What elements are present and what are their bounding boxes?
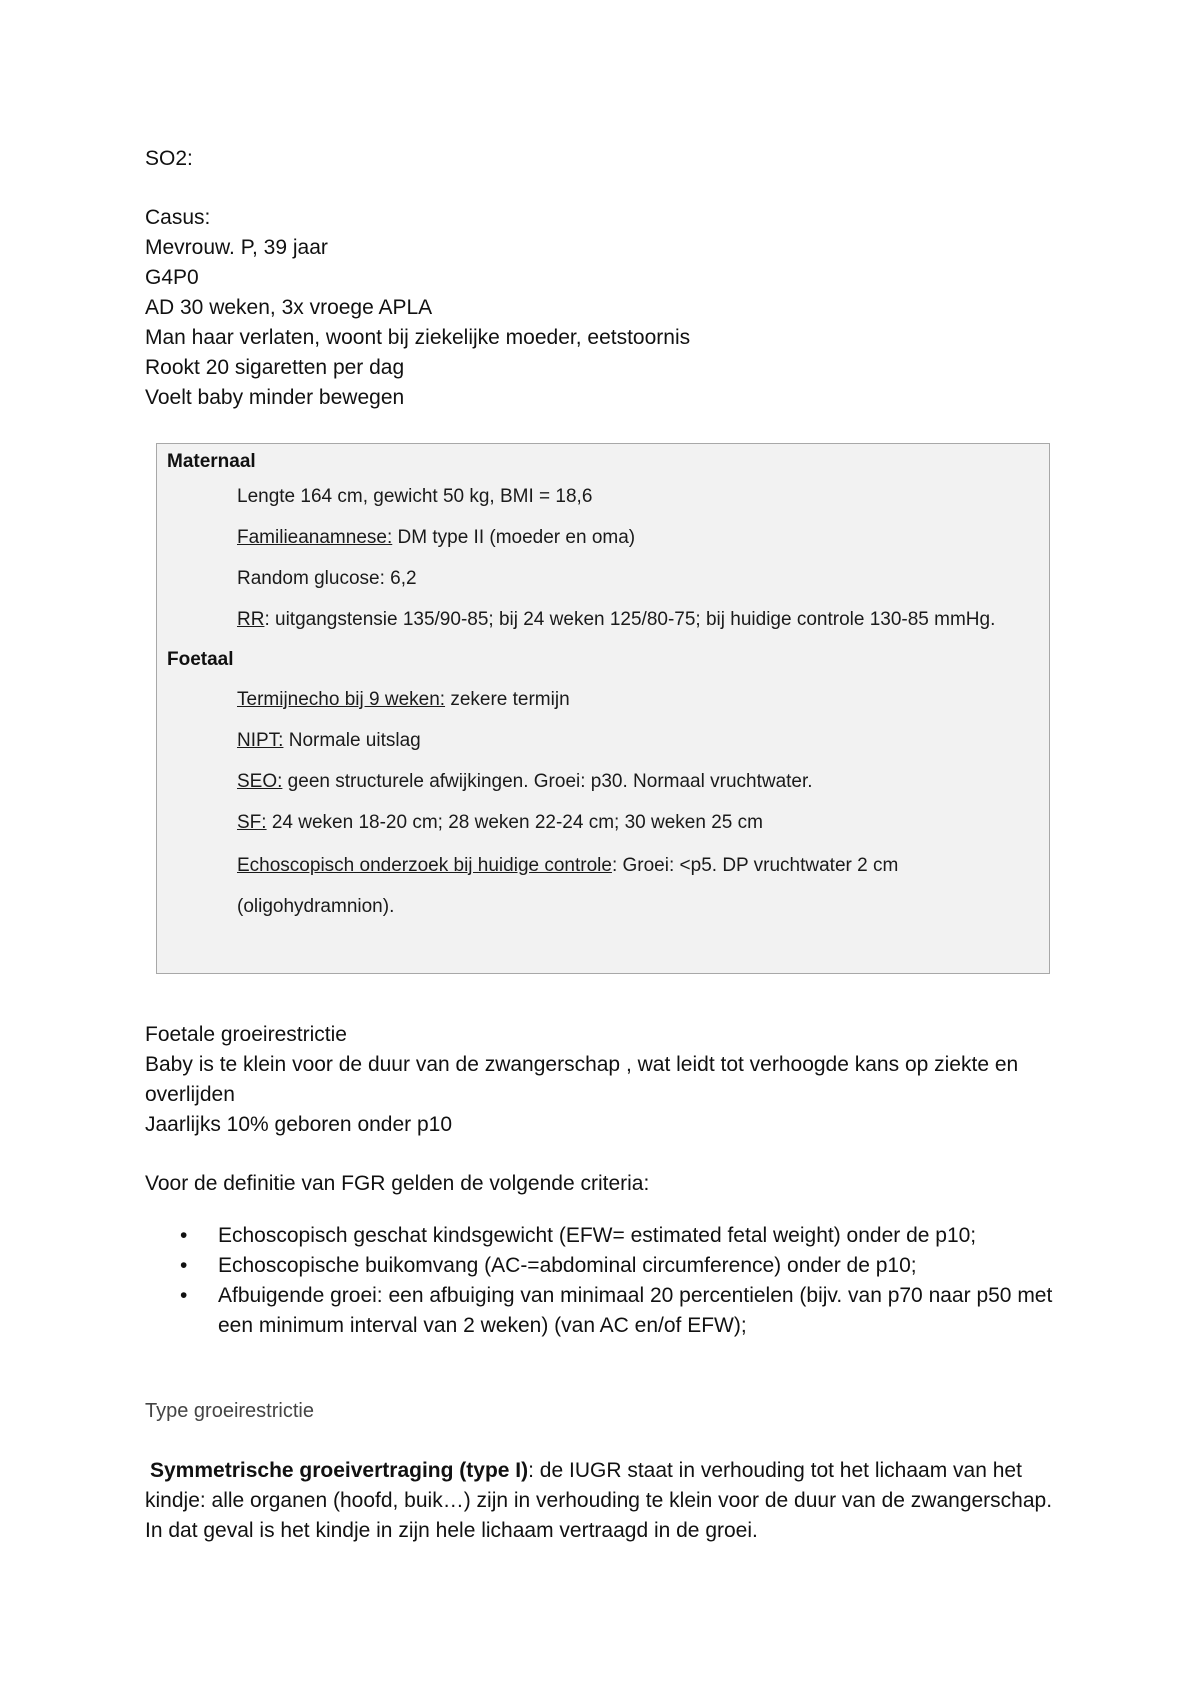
foetaal-item [237,687,570,713]
foetaal-item [237,853,898,879]
fgr-title: Foetale groeirestrictie [145,1023,347,1046]
foetaal-item-label: Termijnecho bij 9 weken: [237,689,446,710]
case-line-social: Man haar verlaten, woont bij ziekelijke moeder, eetstoornis [145,326,691,349]
maternaal-heading: Maternaal [167,451,256,472]
criteria-text: Echoscopisch geschat kindsgewicht (EFW= estimated fetal weight) onder de p10; [218,1224,977,1247]
list-item [145,1281,1075,1341]
foetaal-item [237,728,421,754]
maternaal-item [237,566,417,592]
case-line-ad: AD 30 weken, 3x vroege APLA [145,296,433,319]
casus-label: Casus: [145,206,211,229]
bullet-icon: • [180,1224,188,1247]
bullet-icon: • [180,1284,188,1307]
maternaal-item [237,525,635,551]
symmetric-label: Symmetrische groeivertraging (type I) [150,1459,529,1482]
maternaal-item-label: Familieanamnese: [237,527,393,548]
symmetric-paragraph [145,1456,1070,1546]
criteria-intro: Voor de definitie van FGR gelden de volgende criteria: [145,1172,650,1195]
foetaal-item-text: : Groei: <p5. DP vruchtwater 2 cm [611,855,899,876]
case-line-patient: Mevrouw. P, 39 jaar [145,236,328,259]
criteria-text: Afbuigende groei: een afbuiging van minimaal 20 percentielen (bijv. van p70 naar p50 met een minimum interval van 2 weken) (van AC en/of EFW); [218,1284,1053,1337]
maternaal-item [237,607,995,633]
foetaal-heading: Foetaal [167,649,234,670]
bullet-icon: • [180,1254,188,1277]
foetaal-item-text: zekere termijn [445,689,570,710]
foetaal-item-text: 24 weken 18-20 cm; 28 weken 22-24 cm; 30 weken 25 cm [266,812,763,833]
foetaal-item-text: (oligohydramnion). [237,896,395,917]
foetaal-item-label: SEO: [237,771,283,792]
symmetric-text: : de IUGR staat in verhouding tot het lichaam van het kindje: alle organen (hoofd, buik…) zijn in verhouding te klein voor de duur van de zwangerschap. In dat geval is het kindje in zijn hele lichaam vertraagd in de groei. [145,1459,1053,1542]
case-line-movement: Voelt baby minder bewegen [145,386,405,409]
list-item [145,1251,1075,1281]
foetaal-item-label: SF: [237,812,267,833]
fgr-yearly: Jaarlijks 10% geboren onder p10 [145,1113,453,1136]
criteria-list [145,1221,1075,1341]
so-heading: SO2: [145,147,193,170]
foetaal-item [237,769,813,795]
case-line-gravida: G4P0 [145,266,199,289]
maternaal-item [237,484,592,510]
fgr-definition: Baby is te klein voor de duur van de zwangerschap , wat leidt tot verhoogde kans op ziekte en overlijden [145,1053,1019,1106]
criteria-text: Echoscopische buikomvang (AC-=abdominal circumference) onder de p10; [218,1254,917,1277]
maternaal-item-text: : uitgangstensie 135/90-85; bij 24 weken 125/80-75; bij huidige controle 130-85 mmHg. [264,609,996,630]
maternaal-item-text: DM type II (moeder en oma) [392,527,636,548]
foetaal-item [237,894,394,920]
foetaal-item-text: geen structurele afwijkingen. Groei: p30. Normaal vruchtwater. [282,771,813,792]
foetaal-item-label: Echoscopisch onderzoek bij huidige controle [237,855,612,876]
maternaal-item-label: RR [237,609,265,630]
maternaal-item-text: Random glucose: 6,2 [237,568,417,589]
list-item [145,1221,1075,1251]
case-details-box [156,443,1050,974]
foetaal-item [237,810,763,836]
foetaal-item-text: Normale uitslag [283,730,421,751]
foetaal-item-label: NIPT: [237,730,284,751]
maternaal-item-text: Lengte 164 cm, gewicht 50 kg, BMI = 18,6 [237,486,593,507]
case-line-smoking: Rookt 20 sigaretten per dag [145,356,405,379]
type-heading: Type groeirestrictie [145,1400,314,1422]
